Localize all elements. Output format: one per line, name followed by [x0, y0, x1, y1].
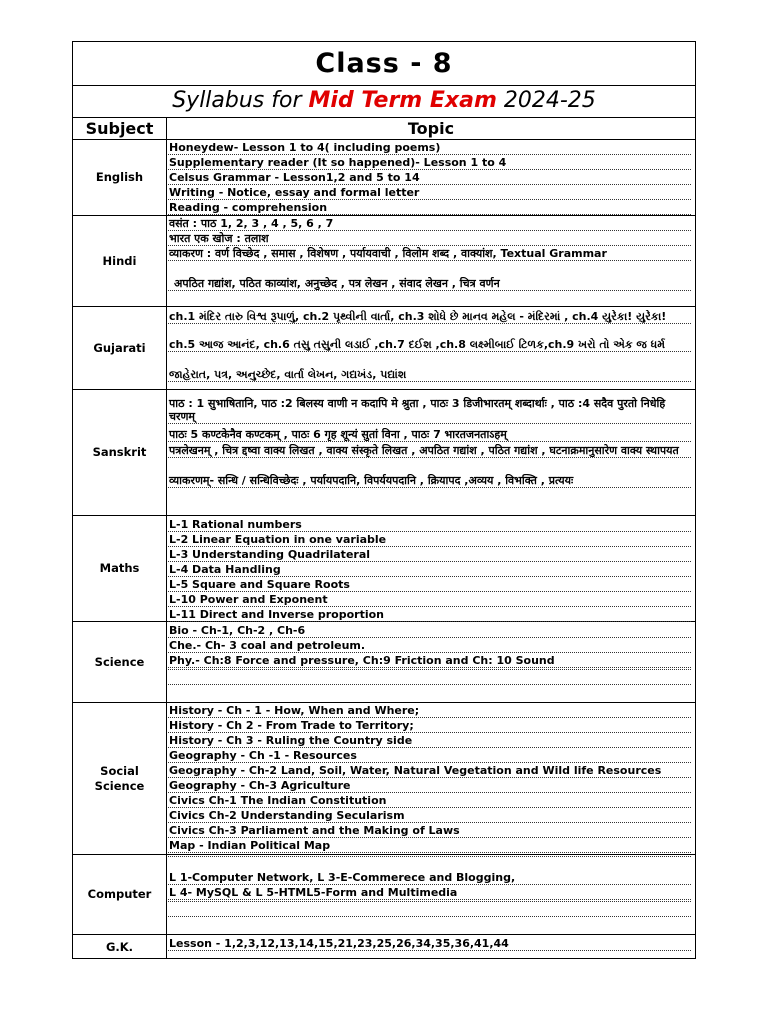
topic-line: Reading - comprehension	[168, 201, 691, 215]
topic-line: Phy.- Ch:8 Force and pressure, Ch:9 Friction and Ch: 10 Sound	[168, 654, 691, 668]
topic-line: पत्रलेखनम् , चित्र द्दष्वा वाक्य लिखत , वाक्य संस्कृते लिखत , अपठित गद्यांश , पठित गद्यांश , घटनाक्रमानुसारेण वाक्य स्थापयत	[168, 444, 691, 458]
topic-line: History - Ch 2 - From Trade to Territory;	[168, 719, 691, 733]
topic-line: अपठित गद्यांश, पठित काव्यांश, अनुच्छेद , पत्र लेखन , संवाद लेखन , चित्र वर्णन	[168, 277, 691, 291]
topic-line: पाठ : 1 सुभाषितानि, पाठ :2 बिलस्य वाणी न कदापि मे श्रुता , पाठः 3 डिजीभारतम् शब्दार्थाः , पाठ :4 सदैव पुरतो निधेहि चरणम्	[168, 397, 691, 424]
topic-line	[168, 901, 691, 902]
topic-line: L-3 Understanding Quadrilateral	[168, 548, 691, 562]
subject-gujarati: Gujarati	[93, 340, 146, 355]
topic-line: ch.5 આજ આનંદ, ch.6 તસુ તસુની લડાઈ ,ch.7 દઈશ ,ch.8 લક્ષ્મીબાઈ ટિળક,ch.9 ખરો તો એક જ ધર્મ	[168, 338, 691, 352]
topic-line: Civics Ch-3 Parliament and the Making of Laws	[168, 824, 691, 838]
subtitle-highlight: Mid Term Exam	[308, 88, 497, 113]
subject-social-line2: Science	[94, 778, 145, 793]
subject-science: Science	[94, 654, 145, 669]
topic-line: L-2 Linear Equation in one variable	[168, 533, 691, 547]
subject-maths: Maths	[99, 561, 140, 575]
topic-line: History - Ch 3 - Ruling the Country side	[168, 734, 691, 748]
subject-english: English	[95, 170, 144, 184]
topic-line: Che.- Ch- 3 coal and petroleum.	[168, 639, 691, 653]
topic-line: Civics Ch-2 Understanding Secularism	[168, 809, 691, 823]
subtitle-prefix: Syllabus for	[172, 88, 302, 113]
section-english	[73, 140, 695, 216]
topic-line: History - Ch - 1 - How, When and Where;	[168, 704, 691, 718]
topic-line: व्याकरण : वर्ण विच्छेद , समास , विशेषण , पर्यायवाची , विलोम शब्द , वाक्यांश, Textual Grammar	[168, 247, 691, 261]
subtitle-row	[73, 86, 695, 118]
topic-line: Supplementary reader (It so happened)- Lesson 1 to 4	[168, 156, 691, 170]
topic-line: वसंत : पाठ 1, 2, 3 , 4 , 5, 6 , 7	[168, 217, 691, 231]
column-header-topic: Topic	[407, 119, 455, 138]
section-hindi	[73, 216, 695, 307]
topic-line: ch.1 મંદિર તારુ વિશ્વ રૂપાળું, ch.2 પૃથ્વીની વાર્તા, ch.3 શોધે છે માનવ મહેલ - મંદિરમાં , ch.4 યુરેકા! યુરેકા!	[168, 310, 691, 324]
column-header-subject: Subject	[73, 118, 167, 139]
topic-line: Honeydew- Lesson 1 to 4( including poems)	[168, 141, 691, 155]
topic-line: Civics Ch-1 The Indian Constitution	[168, 794, 691, 808]
subject-social-science	[73, 703, 166, 854]
title-row	[73, 42, 695, 86]
topic-line: L 4- MySQL & L 5-HTML5-Form and Multimedia	[168, 886, 691, 900]
topic-line	[168, 669, 691, 670]
topic-line: Geography - Ch -1 - Resources	[168, 749, 691, 763]
topic-line: L-5 Square and Square Roots	[168, 578, 691, 592]
column-header-row	[73, 118, 695, 140]
section-gujarati	[73, 307, 695, 390]
topic-line	[168, 856, 691, 857]
topic-line: Geography - Ch-3 Agriculture	[168, 779, 691, 793]
topic-line: Lesson - 1,2,3,12,13,14,15,21,23,25,26,34,35,36,41,44	[168, 937, 691, 951]
section-science	[73, 622, 695, 703]
syllabus-sheet	[72, 41, 696, 959]
topic-line: भारत एक खोज : तलाश	[168, 232, 691, 246]
topic-line	[168, 684, 691, 685]
subject-sanskrit: Sanskrit	[92, 445, 147, 459]
topic-line: L-1 Rational numbers	[168, 518, 691, 532]
page-title: Class - 8	[315, 48, 453, 79]
subject-computer: Computer	[87, 887, 152, 901]
topic-line: Bio - Ch-1, Ch-2 , Ch-6	[168, 624, 691, 638]
topic-line: Geography - Ch-2 Land, Soil, Water, Natural Vegetation and Wild life Resources	[168, 764, 691, 778]
subject-social-line1: Social	[100, 763, 139, 778]
topic-line: Writing - Notice, essay and formal letter	[168, 186, 691, 200]
topic-line: Celsus Grammar - Lesson1,2 and 5 to 14	[168, 171, 691, 185]
section-gk	[73, 935, 695, 960]
topic-line: L-4 Data Handling	[168, 563, 691, 577]
section-social-science	[73, 703, 695, 855]
subject-gk: G.K.	[105, 940, 134, 954]
topic-line	[168, 916, 691, 917]
topic-line: व्याकरणम्- सन्धि / सन्धिविच्छेदः , पर्यायपदानि, विपर्ययपदानि , क्रियापद ,अव्यय , विभक्ति , प्रत्ययः	[168, 474, 691, 488]
topic-line: L-10 Power and Exponent	[168, 593, 691, 607]
topic-line: L-11 Direct and Inverse proportion	[168, 608, 691, 622]
topic-line: Map - Indian Political Map	[168, 839, 691, 853]
subtitle-year: 2024-25	[503, 88, 596, 113]
section-sanskrit	[73, 390, 695, 516]
topic-line: L 1-Computer Network, L 3-E-Commerece and Blogging,	[168, 871, 691, 885]
topic-line: पाठः 5 कण्टकेनैव कण्टकम् , पाठः 6 गृह शून्यं सुतां विना , पाठः 7 भारतजनताऽहम्	[168, 428, 691, 442]
subject-hindi: Hindi	[102, 253, 137, 268]
section-computer	[73, 855, 695, 935]
section-maths	[73, 516, 695, 622]
topic-line: જાહેરાત, પત્ર, અનુચ્છેદ, વાર્તા લેખન, ગદ્યખંડ, પદ્યાંશ	[168, 368, 691, 382]
